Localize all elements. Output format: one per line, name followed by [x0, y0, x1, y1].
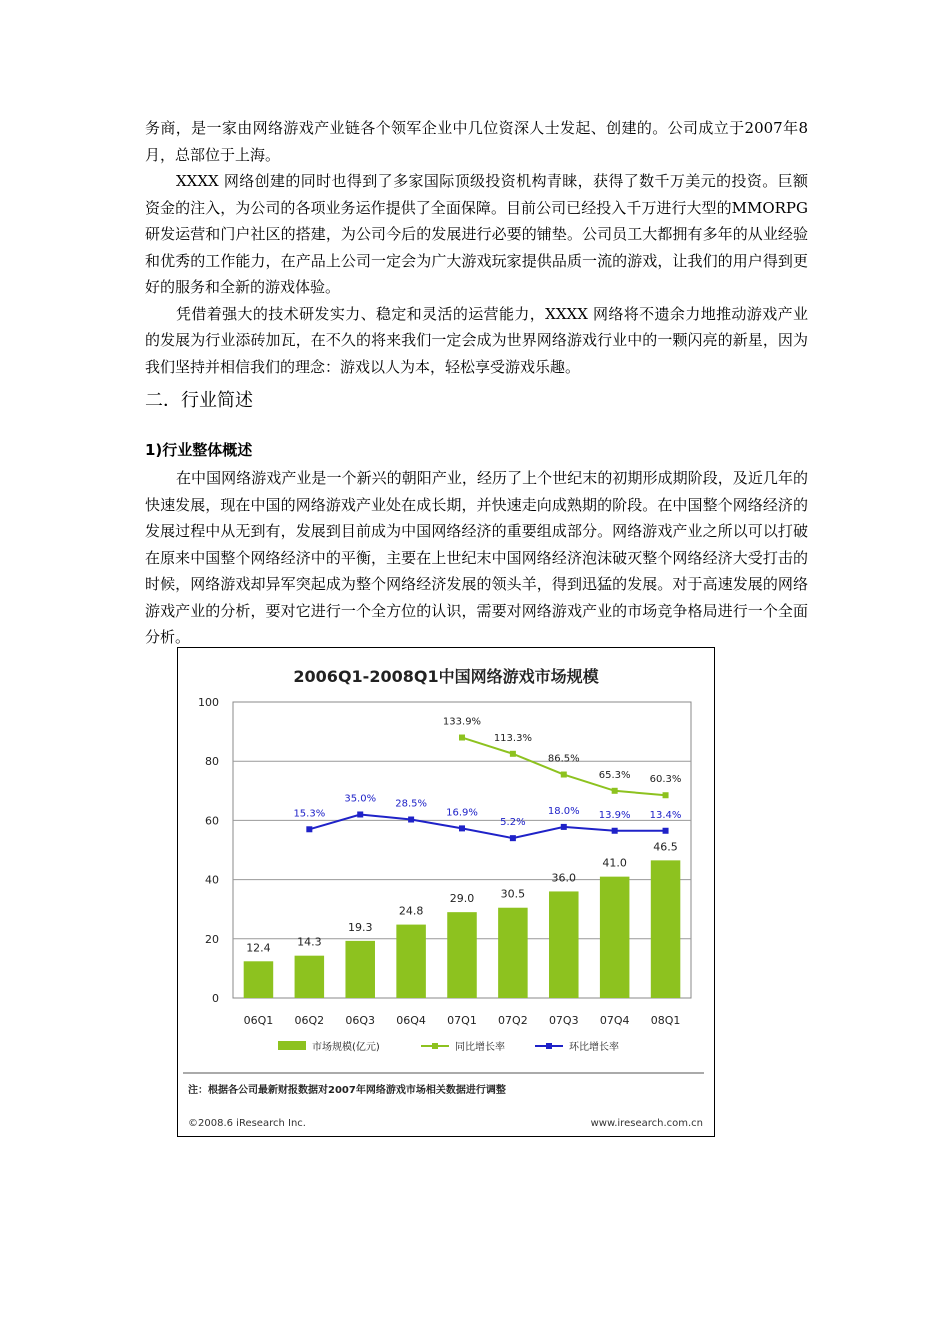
y-tick-label: 100 — [198, 696, 219, 709]
line-data-label: 65.3% — [598, 769, 631, 781]
line-data-label: 28.5% — [395, 798, 428, 810]
paragraph-company-founding: 务商，是一家由网络游戏产业链各个领军企业中几位资深人士发起、创建的。公司成立于2007年8月，总部位于上海。 — [145, 119, 808, 164]
bar-data-label: 36.0 — [551, 871, 577, 885]
chart-title: 2006Q1-2008Q1中国网络游戏市场规模 — [293, 667, 599, 686]
plot-area — [198, 696, 691, 1027]
x-tick-label: 06Q2 — [294, 1014, 325, 1027]
chart-note: 注：根据各公司最新财报数据对2007年网络游戏市场相关数据进行调整 — [188, 1085, 506, 1096]
section-heading: 二．行业简述 — [145, 390, 253, 411]
line-point — [357, 811, 363, 817]
line-data-label: 13.4% — [649, 809, 682, 821]
chart-canvas — [178, 648, 714, 1136]
line-data-label: 133.9% — [442, 716, 482, 728]
line-data-label: 13.9% — [598, 809, 631, 821]
line-data-label: 86.5% — [547, 753, 580, 765]
line-point — [510, 835, 516, 841]
line-point — [408, 817, 414, 823]
legend-label: 环比增长率 — [569, 1042, 619, 1053]
y-tick-label: 20 — [205, 932, 219, 946]
line-point — [561, 824, 567, 830]
chart-source-left: ©2008.6 iResearch Inc. — [188, 1118, 306, 1129]
bar — [498, 908, 528, 998]
line-data-label: 5.2% — [500, 817, 526, 829]
line-point — [561, 772, 567, 778]
bar-data-label: 12.4 — [246, 941, 271, 955]
x-tick-label: 06Q1 — [243, 1014, 274, 1027]
bar-data-label: 19.3 — [347, 920, 373, 934]
subsection-text: 行业整体概述 — [162, 441, 253, 459]
line-data-label: 113.3% — [493, 732, 532, 744]
series-line-yoy — [462, 738, 666, 796]
intro-text — [145, 115, 808, 380]
bar — [345, 941, 375, 998]
line-data-label: 16.9% — [446, 807, 478, 819]
line-point — [663, 828, 669, 834]
line-data-label: 35.0% — [344, 793, 377, 805]
y-tick-label: 40 — [205, 873, 219, 887]
x-tick-label: 07Q3 — [548, 1014, 579, 1027]
y-tick-label: 0 — [212, 992, 219, 1005]
y-tick-label: 80 — [205, 755, 219, 769]
x-tick-label: 06Q4 — [396, 1014, 426, 1027]
line-point — [612, 828, 618, 834]
legend-swatch-marker — [546, 1043, 552, 1049]
x-tick-label: 08Q1 — [650, 1014, 681, 1027]
legend-label: 同比增长率 — [455, 1042, 505, 1053]
chart-legend — [278, 1040, 619, 1053]
bar — [447, 912, 477, 998]
bar — [651, 860, 681, 998]
x-tick-label: 07Q1 — [447, 1014, 477, 1027]
x-tick-label: 06Q3 — [345, 1014, 376, 1027]
subsection-number: 1) — [145, 441, 163, 459]
line-point — [459, 735, 465, 741]
line-point — [459, 825, 465, 831]
overview-text — [145, 465, 808, 651]
bar-data-label: 24.8 — [398, 904, 424, 918]
paragraph-vision: 凭借着强大的技术研发实力、稳定和灵活的运营能力，XXXX 网络将不遗余力地推动游戏产业的发展为行业添砖加瓦，在不久的将来我们一定会成为世界网络游戏行业中的一颗闪亮的新星，因为我们坚持并相信我们的理念：游戏以人为本，轻松享受游戏乐趣。 — [145, 304, 808, 376]
bar-data-label: 41.0 — [602, 856, 627, 870]
legend-swatch-bar — [278, 1041, 306, 1050]
line-point — [306, 826, 312, 832]
bar — [244, 961, 274, 998]
legend-swatch-marker — [432, 1043, 438, 1049]
paragraph-industry-overview: 在中国网络游戏产业是一个新兴的朝阳产业，经历了上个世纪末的初期形成期阶段，及近几年的快速发展，现在中国的网络游戏产业处在成长期，并快速走向成熟期的阶段。在中国整个网络经济的发展过程中从无到有，发展到目前成为中国网络经济的重要组成部分。网络游戏产业之所以可以打破在原来中国整个网络经济中的平衡，主要在上世纪末中国网络经济泡沫破灭整个网络经济大受打击的时候，网络游戏却异军突起成为整个网络经济发展的领头羊，得到迅猛的发展。对于高速发展的网络游戏产业的分析，要对它进行一个全方位的认识，需要对网络游戏产业的市场竞争格局进行一个全面分析。 — [145, 469, 808, 646]
line-point — [612, 788, 618, 794]
bar — [549, 891, 579, 998]
line-data-label: 18.0% — [547, 805, 580, 817]
bar — [295, 956, 325, 998]
subsection-heading — [145, 439, 252, 460]
paragraph-investment: XXXX 网络创建的同时也得到了多家国际顶级投资机构青睐，获得了数千万美元的投资。巨额资金的注入，为公司的各项业务运作提供了全面保障。目前公司已经投入千万进行大型的MMORPG研发运营和门户社区的搭建，为公司今后的发展进行必要的铺垫。公司员工大都拥有多年的从业经验和优秀的工作能力，在产品上公司一定会为广大游戏玩家提供品质一流的游戏，让我们的用户得到更好的服务和全新的游戏体验。 — [145, 172, 808, 296]
bar — [396, 925, 426, 998]
y-tick-label: 60 — [205, 814, 219, 828]
bar-data-label: 46.5 — [653, 840, 678, 854]
line-point — [510, 751, 516, 757]
chart-source-right: www.iresearch.com.cn — [590, 1118, 703, 1129]
bar-data-label: 29.0 — [449, 892, 475, 906]
x-tick-label: 07Q2 — [498, 1014, 528, 1027]
bar-data-label: 30.5 — [500, 887, 526, 901]
line-data-label: 60.3% — [649, 774, 682, 786]
bar — [600, 877, 630, 998]
line-point — [663, 792, 669, 798]
bar-data-label: 14.3 — [297, 935, 322, 949]
legend-label: 市场规模(亿元) — [312, 1042, 380, 1053]
market-size-chart — [177, 647, 715, 1137]
line-data-label: 15.3% — [293, 808, 326, 820]
x-tick-label: 07Q4 — [599, 1014, 630, 1027]
